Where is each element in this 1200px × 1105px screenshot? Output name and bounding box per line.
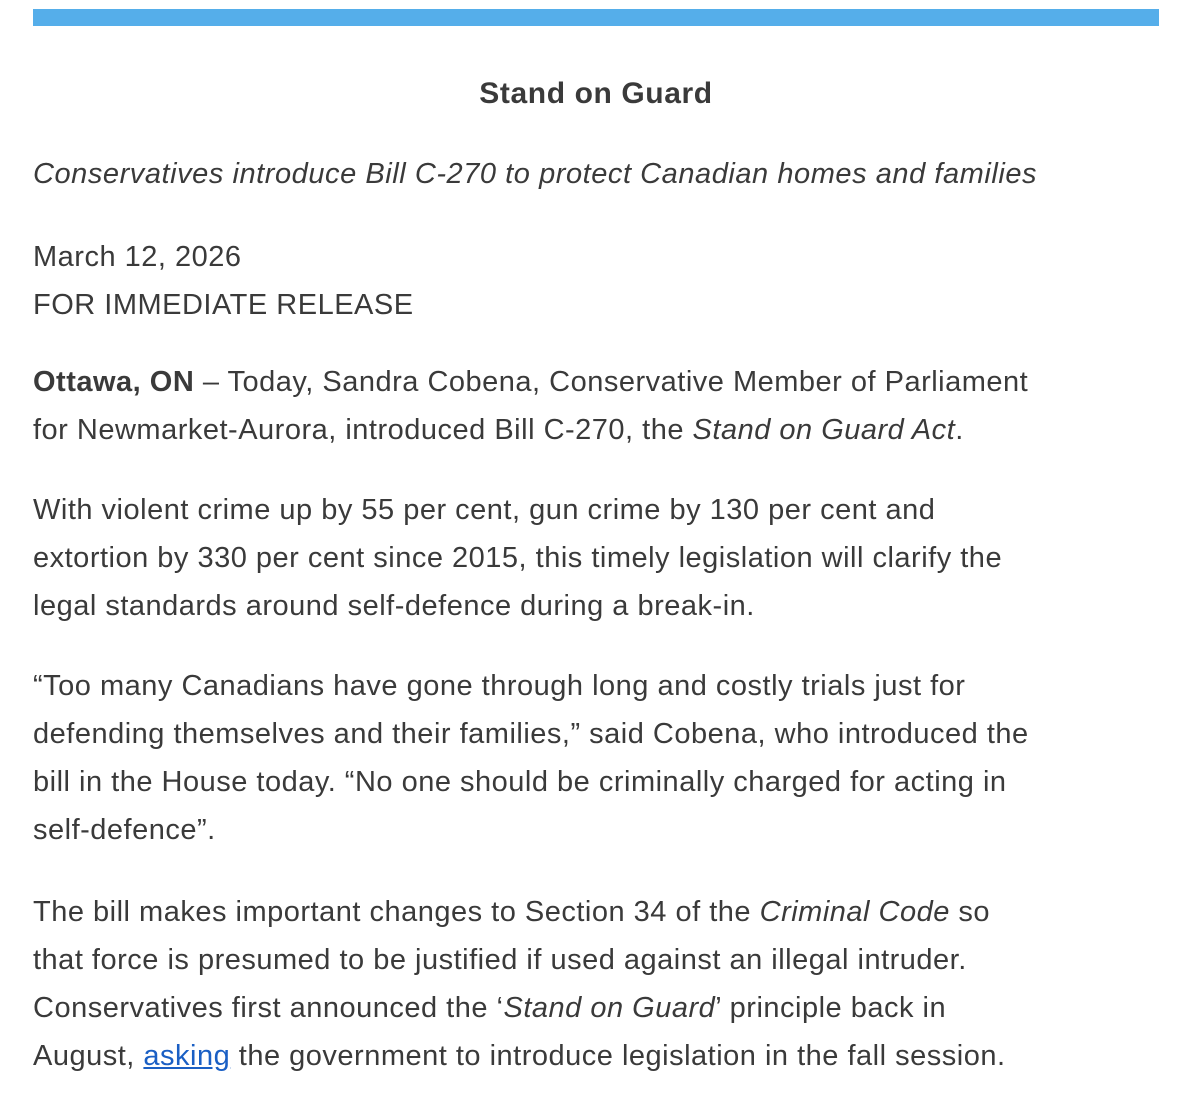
principle-name: Stand on Guard	[503, 992, 716, 1024]
text-run: for Newmarket-Aurora, introduced Bill C-270, the	[33, 414, 693, 446]
asking-link[interactable]: asking	[143, 1040, 231, 1072]
paragraph-line	[33, 358, 1163, 406]
header-accent-bar	[33, 9, 1159, 26]
paragraph-line: legal standards around self-defence during a break-in.	[33, 590, 755, 622]
text-run: – Today, Sandra Cobena, Conservative Member of Parliament	[194, 366, 1029, 398]
release-subtitle: Conservatives introduce Bill C-270 to protect Canadian homes and families	[33, 158, 1038, 190]
paragraph-bill-details	[33, 888, 1163, 1080]
paragraph-line: With violent crime up by 55 per cent, gun crime by 130 per cent and	[33, 494, 936, 526]
paragraph-line: bill in the House today. “No one should be criminally charged for acting in	[33, 766, 1007, 798]
paragraph-line: extortion by 330 per cent since 2015, this timely legislation will clarify the	[33, 542, 1003, 574]
paragraph-intro	[33, 358, 1163, 454]
criminal-code-title: Criminal Code	[759, 896, 950, 928]
release-date: March 12, 2026	[33, 241, 242, 273]
text-run: .	[955, 414, 964, 446]
text-run: The bill makes important changes to Section 34 of the	[33, 896, 760, 928]
dateline-location: Ottawa, ON	[33, 366, 195, 398]
paragraph-line	[33, 406, 1163, 454]
paragraph-line: “Too many Canadians have gone through long and costly trials just for	[33, 670, 966, 702]
text-run: Conservatives first announced the ‘	[33, 992, 504, 1024]
text-run: August,	[33, 1040, 144, 1072]
paragraph-line	[33, 1032, 1163, 1080]
text-run: so	[949, 896, 991, 928]
paragraph-line: that force is presumed to be justified if used against an illegal intruder.	[33, 944, 967, 976]
paragraph-line	[33, 888, 1163, 936]
paragraph-line: defending themselves and their families,” said Cobena, who introduced the	[33, 718, 1029, 750]
paragraph-line: self-defence”.	[33, 814, 216, 846]
paragraph-statistics	[33, 486, 1163, 630]
act-name: Stand on Guard Act	[692, 414, 956, 446]
text-run: the government to introduce legislation in the fall session.	[230, 1040, 1006, 1072]
release-title: Stand on Guard	[479, 77, 713, 110]
dateline	[33, 233, 414, 329]
release-type: FOR IMMEDIATE RELEASE	[33, 289, 414, 321]
text-run: ’ principle back in	[715, 992, 947, 1024]
paragraph-line	[33, 984, 1163, 1032]
paragraph-quote	[33, 662, 1163, 854]
